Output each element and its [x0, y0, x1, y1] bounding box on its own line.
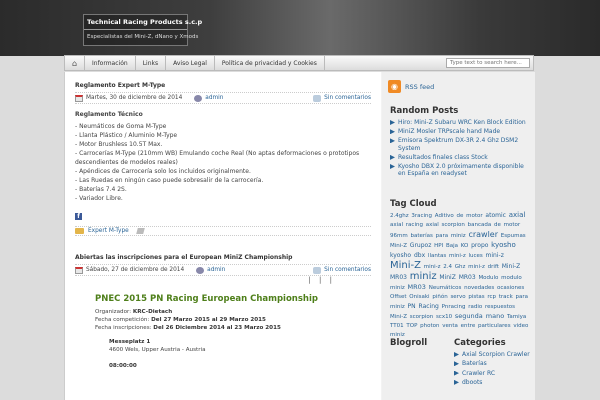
tag-link[interactable]: llantas [427, 253, 447, 259]
tag-link[interactable]: Aditivo de motor [434, 213, 483, 219]
registration-date-label: Fecha inscripciones: [95, 325, 152, 331]
tag-link[interactable]: MR03 [407, 283, 426, 291]
brand-divider [84, 29, 187, 30]
random-posts-title: Random Posts [390, 106, 459, 116]
tag-link[interactable]: axial scorpion [425, 222, 465, 228]
tag-link[interactable]: pistas [468, 294, 485, 300]
tag-link[interactable]: respuestos [485, 304, 516, 310]
post-meta [75, 92, 371, 104]
tag-link[interactable]: 2.4ghz [390, 213, 409, 219]
tag-link[interactable]: miniz [409, 271, 437, 282]
tag-link[interactable]: miniz [390, 332, 405, 338]
random-post-link[interactable]: Emisora Spektrum DX-3R 2.4 Ghz DSM2 System [398, 137, 519, 152]
tag-link[interactable]: PN Racing [407, 303, 439, 310]
post-category-row [75, 226, 371, 236]
random-post-link[interactable]: Resultados finales class Stock [398, 153, 488, 161]
tag-link[interactable]: TOP [406, 323, 418, 329]
tag-link[interactable]: baterías para miniz [410, 233, 466, 239]
tag-link[interactable]: scorpion [409, 314, 434, 320]
content-column [65, 72, 381, 400]
event-time: 08:00:00 [109, 363, 137, 369]
random-post-link[interactable]: MiniZ Mosler TRPscale hand Made [398, 128, 501, 136]
calendar-icon [75, 267, 83, 274]
tag-link[interactable]: kyosho [491, 241, 516, 249]
tag-link[interactable]: Espumas Mini-Z [390, 233, 526, 249]
brand-box[interactable] [83, 14, 203, 46]
event-registration [95, 324, 355, 332]
tag-link[interactable]: piñón [432, 294, 448, 300]
post-comments[interactable]: Sin comentarios [324, 95, 371, 101]
arrow-icon [454, 352, 459, 357]
user-icon [194, 95, 202, 102]
tag-link[interactable]: Grupoz [409, 242, 432, 249]
tag-link[interactable]: kyosho dbx [390, 252, 426, 259]
tag-link[interactable]: MiniZ MR03 [439, 274, 476, 281]
post-reglamento [75, 82, 371, 236]
tag-link[interactable]: Modulo [478, 275, 499, 281]
tag-link[interactable]: 96mm [390, 233, 408, 239]
rss-label[interactable]: RSS feed [405, 82, 435, 91]
tag-link[interactable]: Neumáticos [428, 285, 462, 291]
share-row [75, 213, 371, 220]
random-post-link[interactable]: Hiro: Mini-Z Subaru WRC Ken Block Edition [398, 119, 526, 126]
event-venue: Messeplatz 1 [109, 339, 151, 345]
tag-cloud [390, 211, 530, 340]
tag-link[interactable]: Mini-Z [390, 314, 408, 320]
body-line: - Motor Brushless 10.5T Max. [75, 141, 163, 148]
tag-link[interactable]: ocasiones [496, 285, 525, 291]
organizer-value: KRC-Dietach [132, 309, 173, 315]
tag-link[interactable]: atomic [485, 212, 506, 219]
body-line: - Las Ruedas en ningún caso puede sobresalir de la carrocería. [75, 177, 264, 184]
competition-date-label: Fecha competición: [95, 317, 150, 323]
post-author[interactable]: admin [207, 267, 226, 273]
random-post-item[interactable] [390, 137, 530, 151]
random-post-link[interactable]: Kyosho DBX 2.0 próximamente disponible en España en readyset [398, 163, 524, 178]
event-organizer [95, 308, 355, 316]
tag-link[interactable]: modulo miniz [390, 275, 522, 291]
tag-link[interactable]: mini-z 2.4 Ghz [423, 264, 466, 270]
category-link[interactable]: Baterías [462, 360, 487, 368]
arrow-icon [454, 371, 459, 376]
tag-link[interactable]: rcp [487, 294, 497, 300]
tag-link[interactable]: track para miniz [390, 294, 529, 310]
tag-link[interactable]: 3racing [411, 213, 433, 219]
tag-link[interactable]: Mini-Z [390, 260, 421, 271]
tag-link[interactable]: Offset [390, 294, 407, 300]
tag-link[interactable]: servo [450, 294, 466, 300]
post-date: Martes, 30 de diciembre de 2014 [86, 95, 183, 101]
arrow-icon [454, 361, 459, 366]
tag-link[interactable]: Mini-Z MR03 [390, 263, 521, 281]
tag-link[interactable]: axial racing [390, 222, 423, 228]
random-post-item[interactable] [390, 163, 530, 177]
category-item[interactable] [454, 378, 535, 387]
search-input[interactable] [446, 58, 530, 68]
folder-icon [75, 228, 84, 234]
tag-link[interactable]: video [513, 323, 529, 329]
tag-link[interactable]: Onisaki [409, 294, 430, 300]
arrow-icon [454, 380, 459, 385]
tag-link[interactable]: axial [508, 211, 526, 219]
nav-item-aviso-legal[interactable]: Aviso Legal [166, 56, 215, 70]
nav-item-informacion[interactable]: Información [85, 56, 136, 70]
post-title[interactable]: Reglamento Expert M-Type [75, 82, 166, 89]
arrow-icon [390, 138, 395, 143]
random-post-item[interactable] [390, 154, 530, 161]
arrow-icon [390, 120, 395, 125]
bottom-widgets [382, 338, 535, 387]
tag-cloud-title: Tag Cloud [390, 199, 437, 209]
tag-link[interactable]: radio [468, 304, 483, 310]
blogroll-widget [382, 338, 450, 387]
body-line: - Variador Libre. [75, 195, 123, 202]
tag-link[interactable]: TT01 [390, 323, 404, 329]
nav-item-links[interactable]: Links [136, 56, 166, 70]
arrow-icon [390, 155, 395, 160]
site-title[interactable]: Technical Racing Products s.c.p [87, 18, 203, 26]
tag-link[interactable]: Pnracing [441, 304, 466, 310]
tag-cloud-widget [390, 199, 530, 340]
random-posts-list [390, 119, 530, 177]
event-location [109, 338, 355, 370]
tag-link[interactable]: KO [460, 243, 469, 249]
nav-item-privacidad[interactable]: Política de privacidad y Cookies [215, 56, 325, 70]
tag-link[interactable]: propo [471, 242, 489, 249]
tag-link[interactable]: scx10 [435, 314, 453, 320]
category-item[interactable] [454, 369, 535, 378]
categories-list [454, 350, 535, 387]
body-line: - Neumáticos de Goma M-Type [75, 123, 167, 130]
event-title[interactable]: PNEC 2015 PN Racing European Championship [95, 294, 318, 304]
registration-date-value: Del 26 Diciembre 2014 al 23 Marzo 2015 [153, 325, 281, 331]
post-title[interactable]: Abiertas las inscripciones para el European MiniZ Championship [75, 254, 293, 261]
random-post-item[interactable] [390, 128, 530, 135]
category-item[interactable] [454, 359, 535, 368]
post-body [75, 110, 371, 203]
home-icon[interactable]: ⌂ [65, 56, 85, 70]
tag-link[interactable]: mini-z luces [448, 253, 483, 259]
sidebar [382, 72, 535, 400]
body-line: - Baterías 7.4 2S. [75, 186, 127, 193]
body-line: - Carrocerías M-Type (210mm WB) Emulando coche Real (No aptas deformaciones o prototipos descendientes de modelos reales) [75, 150, 360, 166]
tag-link[interactable]: novedades [464, 285, 495, 291]
arrow-icon [390, 129, 395, 134]
category-link[interactable]: Crawler RC [462, 369, 496, 377]
tag-link[interactable]: Baja [445, 243, 458, 249]
category-item[interactable] [454, 350, 535, 359]
calendar-icon [75, 95, 83, 102]
site-description: Especialistas del Mini-Z, dNano y Xmods [87, 34, 199, 40]
main-nav [64, 55, 534, 71]
tag-link[interactable]: HPI [434, 243, 444, 249]
random-posts-widget [390, 106, 530, 179]
blogroll-title: Blogroll [390, 338, 428, 348]
body-line: - Apéndices de Carrocería solo los incluidos originalmente. [75, 168, 251, 175]
event-date [95, 316, 355, 324]
user-icon [196, 267, 204, 274]
site-header [0, 0, 600, 56]
post-meta [75, 264, 371, 276]
categories-title: Categories [454, 338, 506, 348]
tag-icon [136, 228, 145, 234]
categories-widget [450, 338, 535, 387]
tag-link[interactable]: Tamiya [506, 314, 527, 320]
tag-link[interactable]: bancada de motor [467, 222, 521, 228]
body-heading: Reglamento Técnico [75, 111, 143, 118]
tag-link[interactable]: crawler [468, 230, 499, 239]
tag-link[interactable]: venta entre particulares [442, 323, 511, 329]
main-area [64, 72, 534, 400]
category-link[interactable]: Axial Scorpion Crawler [462, 351, 530, 358]
post-comments[interactable]: Sin comentarios [324, 267, 371, 273]
organizer-label: Organizador: [95, 309, 132, 315]
embed-controls: | | | [308, 276, 335, 284]
competition-date-value: Del 27 Marzo 2015 al 29 Marzo 2015 [151, 317, 266, 323]
event-address: 4600 Wels, Upper Austria - Austria [109, 347, 206, 353]
event-box [95, 294, 355, 370]
post-author[interactable]: admin [205, 95, 224, 101]
rss-icon: ◉ [388, 80, 401, 93]
tag-link[interactable]: photon [420, 323, 440, 329]
body-line: - Llanta Plástico / Aluminio M-Type [75, 132, 178, 139]
post-european-championship [75, 254, 371, 400]
post-category[interactable]: Expert M-Type [88, 228, 129, 234]
rss-feed-link[interactable] [388, 80, 434, 93]
random-post-item[interactable] [390, 119, 530, 126]
tag-link[interactable]: segunda mano [454, 312, 505, 320]
facebook-icon[interactable]: f [75, 213, 82, 220]
tag-link[interactable]: mini-z drift [468, 264, 499, 270]
comment-icon [313, 267, 321, 274]
category-link[interactable]: dboots [462, 378, 483, 386]
arrow-icon [390, 164, 395, 169]
comment-icon [313, 95, 321, 102]
post-date: Sábado, 27 de diciembre de 2014 [86, 267, 185, 273]
tag-link[interactable]: mini-z [485, 252, 504, 259]
